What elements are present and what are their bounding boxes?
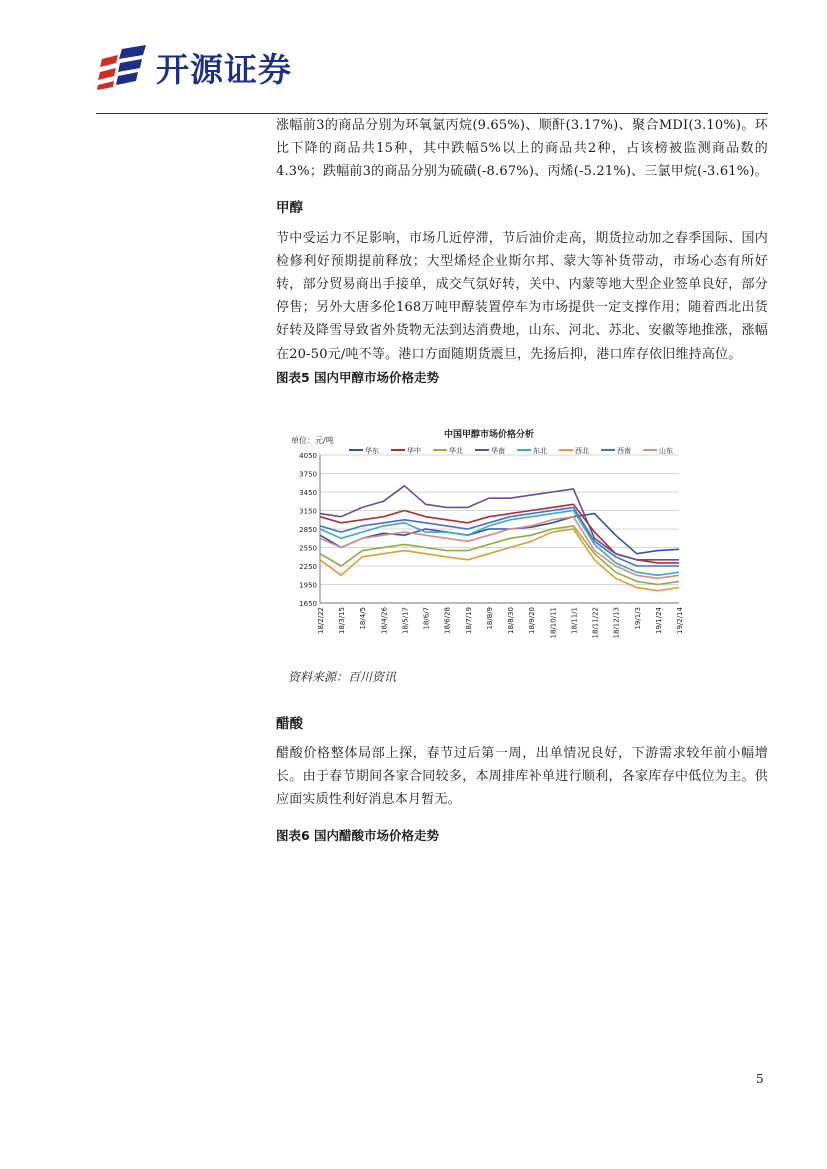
y-tick-label: 1950: [299, 581, 317, 590]
chart-svg: [289, 425, 690, 655]
legend-label: 华南: [491, 447, 505, 455]
x-tick-label: 18/6/28: [443, 607, 452, 634]
x-tick-label: 19/1/24: [654, 607, 663, 634]
y-tick-label: 1650: [299, 600, 317, 608]
brand-logo: [96, 44, 292, 91]
figure-5-title: 图表5 国内甲醇市场价格走势: [276, 369, 440, 385]
x-tick-label: 18/11/22: [591, 607, 600, 639]
series-line: [320, 504, 679, 563]
y-tick-label: 2850: [299, 526, 317, 534]
x-tick-label: 18/11/1: [570, 607, 579, 634]
kaiyuan-securities-logo-icon: [96, 45, 148, 91]
main-content: [276, 114, 768, 386]
y-tick-label: 3150: [299, 507, 317, 516]
y-tick-label: 3750: [299, 470, 317, 479]
x-tick-label: 18/3/15: [338, 607, 347, 634]
x-tick-label: 18/8/30: [507, 607, 516, 634]
x-tick-label: 18/4/26: [380, 607, 389, 634]
lower-content: [276, 668, 768, 844]
section-heading-methanol: 甲醇: [276, 199, 303, 216]
x-tick-label: 18/4/5: [359, 607, 368, 630]
x-tick-label: 18/5/17: [401, 607, 410, 634]
x-tick-label: 19/2/14: [676, 607, 684, 634]
legend-label: 西南: [617, 447, 631, 455]
series-line: [320, 529, 679, 591]
y-tick-label: 4050: [299, 452, 317, 460]
methanol-price-chart: [289, 425, 690, 655]
x-tick-label: 18/8/9: [485, 607, 494, 630]
y-tick-label: 2550: [299, 544, 317, 553]
page-number: 5: [756, 1072, 764, 1086]
paragraph-acetic-acid: 醋酸价格整体局部上探，春节过后第一周，出单情况良好，下游需求较年前小幅增长。由于春节期间各家合同较多，本周排库补单进行顺利，各家库存中低位为主。供应面实质性利好消息本月暂无。: [276, 746, 768, 808]
chart-unit-label: 单位：元/吨: [291, 436, 334, 445]
section-heading-acetic-acid: 醋酸: [276, 716, 303, 732]
x-tick-label: 18/10/11: [549, 607, 558, 639]
logo-text: 开源证券: [156, 50, 292, 89]
legend-label: 山东: [659, 447, 673, 455]
legend-label: 华中: [407, 447, 421, 455]
legend-label: 东北: [533, 447, 547, 455]
x-tick-label: 18/9/20: [528, 607, 537, 634]
x-tick-label: 18/6/7: [422, 607, 431, 630]
figure-5-source: 资料来源：百川资讯: [288, 670, 397, 684]
x-tick-label: 19/1/3: [633, 607, 642, 630]
chart-title: 中国甲醇市场价格分析: [443, 430, 535, 440]
x-tick-label: 18/2/22: [317, 607, 325, 634]
legend-label: 华北: [449, 447, 463, 455]
y-tick-label: 2250: [299, 563, 317, 571]
paragraph-price-changes: 涨幅前3的商品分别为环氧氯丙烷(9.65%)、顺酐(3.17%)、聚合MDI(3.10%)。环比下降的商品共15种，其中跌幅5%以上的商品共2种，占该榜被监测商品数的4.3%；跌幅前3的商品分别为硫磺(-8.67%)、丙烯(-5.21%)、三氯甲烷(-3.61%)。: [276, 118, 768, 180]
legend-label: 西北: [575, 447, 589, 455]
y-tick-label: 3450: [299, 489, 317, 497]
paragraph-methanol: 节中受运力不足影响，市场几近停滞，节后油价走高，期货拉动加之春季国际、国内检修利好预期提前释放；大型烯烃企业斯尔邦、蒙大等补货带动，市场心态有所好转，部分贸易商出手接单，成交气氛好转，关中、内蒙等地大型企业签单良好，部分停售；另外大唐多伦168万吨甲醇装置停车为市场提供一定支撑作用；随着西北出货好转及降雪导致省外货物无法到达消费地，山东、河北、苏北、安徽等地推涨，涨幅在20-50元/吨不等。港口方面随期货震旦，先扬后抑，港口库存依旧维持高位。: [276, 230, 768, 362]
legend-label: 华东: [365, 447, 379, 455]
x-tick-label: 18/12/13: [612, 607, 621, 639]
x-tick-label: 18/7/19: [464, 607, 473, 634]
figure-6-title: 图表6 国内醋酸市场价格走势: [276, 827, 440, 843]
